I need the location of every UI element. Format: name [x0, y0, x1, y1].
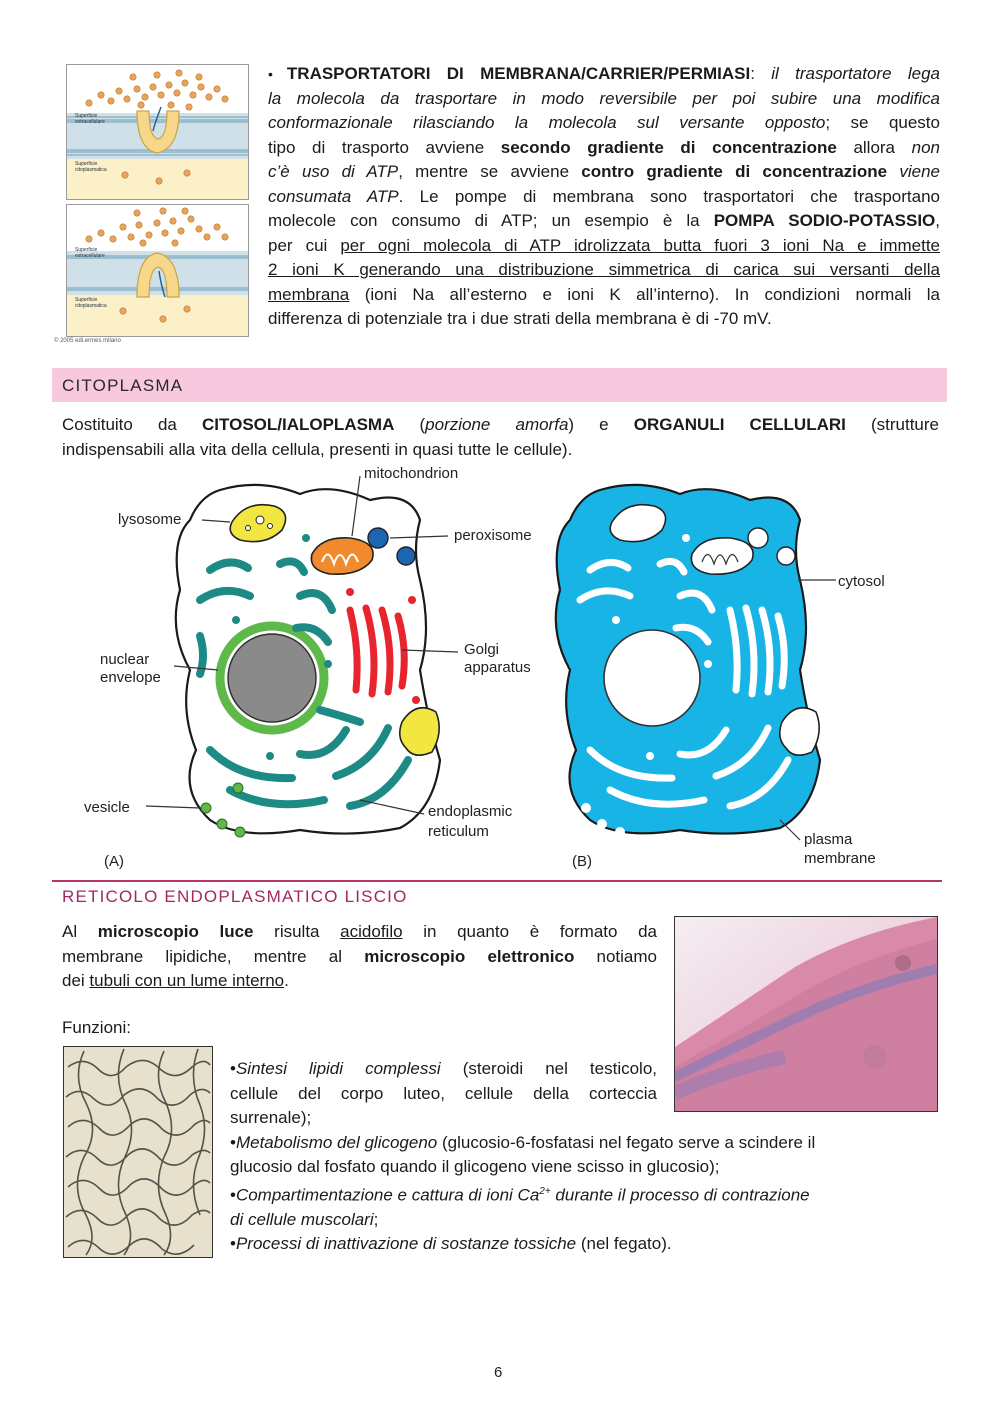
text-segment: ) e: [568, 415, 634, 434]
label-er-1: endoplasmic: [428, 803, 513, 820]
text-segment: Metabolismo del glicogeno: [235, 1132, 438, 1152]
text-segment: porzione amorfa: [425, 415, 569, 434]
text-line: [268, 258, 940, 283]
peroxisome-shape-2: [397, 547, 415, 565]
functions-label: Funzioni:: [62, 1018, 131, 1037]
text-segment: contro gradiente di concentrazione: [581, 162, 888, 181]
text-line: [62, 945, 657, 970]
section-title-rel: RETICOLO ENDOPLASMATICO LISCIO: [62, 887, 408, 906]
label-panel-a: (A): [104, 853, 124, 870]
text-segment: membrane lipidiche, mentre al: [62, 946, 365, 966]
text-segment: Processi di inattivazione di sostanze tossiche: [235, 1234, 577, 1254]
text-line: [268, 234, 940, 259]
text-segment: Al: [62, 922, 98, 941]
text-segment: 2 ioni K generando una distribuzione simmetrica di carica sui versanti della: [268, 260, 940, 279]
text-segment: •: [230, 1234, 236, 1254]
text-segment: [887, 162, 899, 181]
label-vesicle: vesicle: [84, 799, 130, 816]
section-title-citoplasma: CITOPLASMA: [62, 376, 184, 395]
svg-text:extracellulare: extracellulare: [75, 253, 105, 259]
text-segment: ORGANULI CELLULARI: [633, 415, 846, 434]
svg-text:Superficie: Superficie: [75, 297, 98, 303]
text-segment: conformazionale rilasciando la molecola sul versante opposto: [268, 113, 826, 132]
text-segment: secondo gradiente di concentrazione: [500, 137, 837, 157]
cell-diagram: [60, 460, 940, 875]
text-line: [268, 209, 940, 234]
text-line: [230, 1131, 940, 1156]
text-segment: microscopio luce: [97, 922, 254, 941]
label-golgi-2: apparatus: [464, 659, 531, 676]
page-number: 6: [494, 1364, 503, 1381]
text-segment: glucosio dal fosfato quando il glicogeno viene scisso in glucosio);: [230, 1157, 720, 1176]
text-line: [268, 307, 940, 332]
text-segment: (ioni Na all’esterno e ioni K all’interno). In condizioni normali la: [349, 284, 940, 304]
text-line: [268, 111, 940, 136]
section-header-band: [52, 368, 947, 402]
text-segment: ,: [935, 211, 940, 230]
text-line: [62, 438, 939, 463]
text-segment: allora: [836, 137, 912, 157]
text-segment: cellule del corpo luteo, cellule della corteccia: [230, 1083, 657, 1103]
svg-text:Superficie: Superficie: [75, 113, 98, 119]
text-segment: viene: [899, 162, 940, 181]
text-segment: (nel fegato).: [576, 1234, 672, 1254]
text-line: [230, 1232, 940, 1257]
text-segment: 2+: [539, 1185, 551, 1197]
svg-text:Superficie: Superficie: [75, 247, 98, 253]
text-segment: dei: [62, 971, 90, 990]
transporter-image-bottom: [66, 204, 249, 337]
svg-text:extracellulare: extracellulare: [75, 119, 105, 125]
svg-text:citoplasmatica: citoplasmatica: [75, 167, 107, 173]
text-segment: •: [230, 1185, 236, 1205]
text-segment: microscopio elettronico: [364, 946, 575, 966]
text-segment: TRASPORTATORI DI MEMBRANA/CARRIER/PERMIASI: [286, 64, 751, 83]
section-divider: [52, 880, 942, 882]
electron-micrograph: [63, 1046, 213, 1258]
transporter-image-top: [66, 64, 249, 200]
label-plasma: plasma: [804, 831, 853, 848]
text-line: [268, 160, 940, 185]
label-envelope: envelope: [100, 669, 161, 686]
text-segment: non: [911, 137, 941, 157]
nucleus-b-shape: [604, 630, 700, 726]
text-segment: ;: [373, 1209, 379, 1229]
text-segment: risulta: [253, 922, 341, 941]
text-segment: .: [284, 971, 289, 990]
text-line: [268, 283, 940, 308]
text-segment: CITOSOL/IALOPLASMA: [202, 415, 395, 434]
text-segment: POMPA SODIO-POTASSIO: [713, 211, 936, 230]
carrier-diagram-open-outside: [67, 65, 248, 199]
svg-text:Superficie: Superficie: [75, 161, 98, 167]
transporter-paragraph: [268, 62, 940, 332]
label-golgi-1: Golgi: [464, 641, 500, 658]
label-er-2: reticulum: [428, 823, 489, 840]
text-segment: differenza di potenziale tra i due strati della membrana è di -70 mV.: [268, 309, 772, 328]
text-segment: ; se questo: [825, 113, 940, 132]
text-segment: Compartimentazione e cattura di ioni Ca: [235, 1185, 540, 1205]
text-segment: consumata ATP: [268, 186, 399, 206]
text-segment: tubuli con un lume interno: [89, 971, 285, 990]
label-membrane: membrane: [804, 850, 876, 867]
text-segment: , mentre se avviene: [398, 162, 582, 181]
text-segment: (strutture: [845, 415, 940, 434]
text-segment: :: [750, 64, 772, 83]
image-copyright: © 2005 edi.ermes milano: [54, 338, 121, 344]
text-line: [62, 969, 657, 994]
text-segment: notiamo: [574, 946, 658, 966]
text-segment: (glucosio-6-fosfatasi nel fegato serve a scindere il: [437, 1132, 816, 1152]
text-segment: membrana: [268, 284, 350, 304]
label-nuclear: nuclear: [100, 651, 150, 668]
text-segment: la molecola da trasportare in modo reversibile per poi subire una modifica: [268, 88, 940, 108]
svg-text:citoplasmatica: citoplasmatica: [75, 303, 107, 309]
text-segment: •: [230, 1132, 236, 1152]
text-line: [62, 920, 657, 945]
text-line: [62, 413, 939, 438]
label-peroxisome: peroxisome: [454, 527, 532, 544]
label-mitochondrion: mitochondrion: [364, 465, 459, 482]
text-segment: indispensabili alla vita della cellula, presenti in quasi tutte le cellule).: [62, 439, 573, 459]
text-line: [230, 1082, 657, 1107]
carrier-diagram-open-inside: [67, 205, 248, 336]
text-line: [230, 1106, 657, 1131]
text-segment: Sintesi lipidi complessi: [235, 1059, 441, 1078]
cell-a: [146, 476, 458, 837]
functions-list: [230, 1057, 940, 1257]
peroxisome-shape-1: [368, 528, 388, 548]
text-segment: durante il processo di contrazione: [550, 1185, 810, 1205]
text-segment: il trasportatore lega: [771, 64, 940, 83]
label-panel-b: (B): [572, 853, 592, 870]
text-segment: Costituito da: [62, 415, 203, 434]
label-lysosome: lysosome: [118, 511, 182, 528]
text-segment: per cui: [268, 235, 341, 255]
text-segment: •: [230, 1059, 236, 1078]
text-segment: (steroidi nel testicolo,: [440, 1059, 657, 1078]
text-segment: . Le pompe di membrana sono trasportatori che trasportano: [398, 186, 940, 206]
label-cytosol: cytosol: [838, 573, 885, 590]
text-line: [268, 62, 940, 87]
cell-b: [556, 485, 836, 840]
citoplasma-intro: [62, 413, 939, 462]
text-segment: surrenale);: [230, 1108, 312, 1127]
text-line: [230, 1057, 657, 1082]
text-segment: c’è uso di ATP: [268, 162, 399, 181]
text-segment: molecole con consumo di ATP; un esempio è la: [268, 211, 714, 230]
rel-intro: [62, 920, 657, 994]
text-segment: acidofilo: [340, 922, 403, 941]
text-line: [268, 185, 940, 210]
text-line: [230, 1180, 940, 1208]
text-line: [268, 87, 940, 112]
text-segment: in quanto è formato da: [402, 922, 658, 941]
text-segment: (: [394, 415, 426, 434]
text-line: [230, 1208, 940, 1233]
nucleus-shape: [228, 634, 316, 722]
text-segment: per ogni molecola di ATP idrolizzata butta fuori 3 ioni Na e immette: [340, 235, 941, 255]
text-segment: tipo di trasporto avviene: [268, 137, 501, 157]
bullet-icon: •: [268, 66, 273, 82]
text-line: [230, 1155, 940, 1180]
text-line: [268, 136, 940, 161]
text-segment: di cellule muscolari: [230, 1209, 374, 1229]
